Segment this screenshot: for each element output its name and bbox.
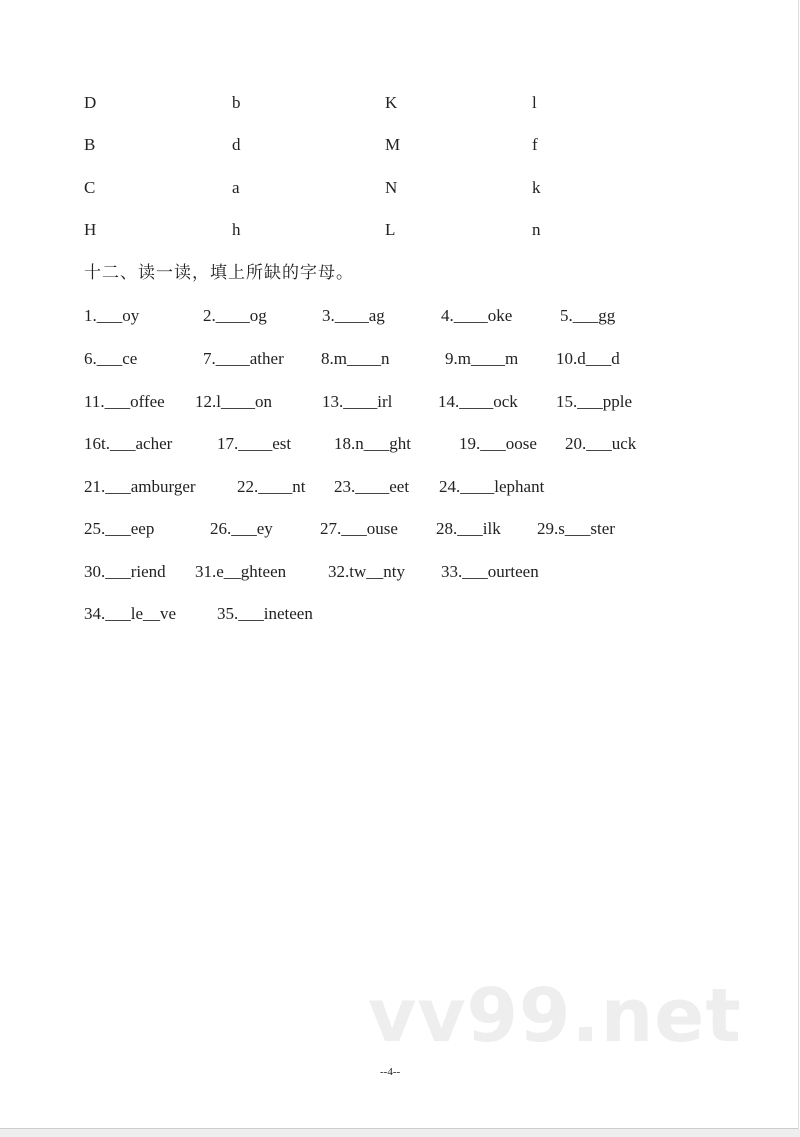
exercise-item: 20.___uck (565, 434, 637, 453)
exercise-item: 23.____eet (334, 477, 410, 496)
exercise-item: 14.____ock (438, 392, 518, 411)
letter-item: h (232, 220, 241, 239)
exercise-item: 5.___gg (560, 306, 616, 325)
exercise-item: 13.____irl (322, 392, 393, 411)
exercise-item: 35.___ineteen (217, 604, 313, 623)
exercise-item: 4.____oke (441, 306, 513, 325)
exercise-item: 9.m____m (445, 349, 519, 368)
exercise-item: 19.___oose (459, 434, 537, 453)
letter-item: B (84, 135, 96, 154)
exercise-item: 30.___riend (84, 562, 166, 581)
letter-item: n (532, 220, 541, 239)
section-heading: 十二、读一读，填上所缺的字母。 (84, 263, 354, 283)
exercise-item: 10.d___d (556, 349, 620, 368)
exercise-item: 8.m____n (321, 349, 390, 368)
exercise-item: 25.___eep (84, 519, 155, 538)
exercise-item: 27.___ouse (320, 519, 398, 538)
exercise-item: 33.___ourteen (441, 562, 539, 581)
letter-item: d (232, 135, 241, 154)
letter-item: a (232, 178, 240, 197)
exercise-item: 22.____nt (237, 477, 306, 496)
letter-item: f (532, 135, 538, 154)
letter-item: M (385, 135, 401, 154)
exercise-item: 12.l____on (195, 392, 272, 411)
exercise-item: 17.____est (217, 434, 292, 453)
exercise-item: 3.____ag (322, 306, 385, 325)
letter-item: k (532, 178, 541, 197)
letter-item: K (385, 93, 398, 112)
exercise-item: 18.n___ght (334, 434, 411, 453)
exercise-item: 6.___ce (84, 349, 138, 368)
exercise-item: 16t.___acher (84, 434, 173, 453)
exercise-item: 24.____lephant (439, 477, 545, 496)
exercise-item: 7.____ather (203, 349, 284, 368)
letter-item: L (385, 220, 396, 239)
letter-item: D (84, 93, 97, 112)
exercise-item: 21.___amburger (84, 477, 196, 496)
exercise-item: 31.e__ghteen (195, 562, 287, 581)
letter-item: C (84, 178, 96, 197)
exercise-item: 29.s___ster (537, 519, 615, 538)
letter-item: l (532, 93, 537, 112)
letter-item: N (385, 178, 398, 197)
exercise-item: 2.____og (203, 306, 267, 325)
exercise-item: 26.___ey (210, 519, 273, 538)
exercise-item: 15.___pple (556, 392, 633, 411)
exercise-item: 32.tw__nty (328, 562, 405, 581)
exercise-item: 34.___le__ve (84, 604, 177, 623)
exercise-item: 28.___ilk (436, 519, 501, 538)
letter-item: H (84, 220, 97, 239)
exercise-item: 1.___oy (84, 306, 140, 325)
letter-item: b (232, 93, 241, 112)
watermark: vv99.net (368, 973, 742, 1059)
exercise-item: 11.___offee (84, 392, 165, 411)
page-gap (0, 1129, 800, 1137)
page-number: --4-- (380, 1066, 401, 1078)
